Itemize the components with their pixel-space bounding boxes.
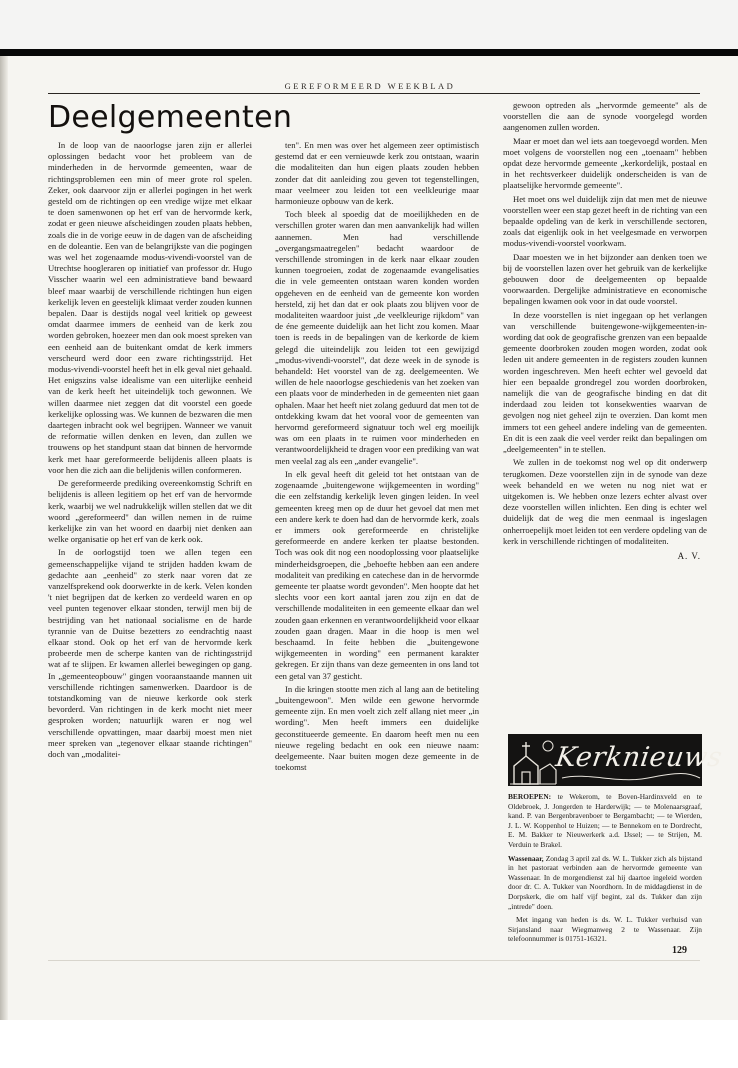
article-column-1 <box>48 140 252 762</box>
scan-edge-band <box>0 49 738 56</box>
news-lead: BEROEPEN: <box>508 792 552 801</box>
kerknieuws-title: Kerknieuws <box>553 742 725 773</box>
paragraph: Toch bleek al spoedig dat de moeilijkheden en de verschillen groter waren dan men aanvankelijk had willen aannemen. Men had verschillende „overgangsmaatregelen" bedacht waardoor de verschillende stromingen in de kerk naar elkaar zouden kunnen toegroeien, zodat de zogenaamde evangelisaties die in vele gemeenten ontstaan waren konden worden opgeheven en de eenheid van de gemeente kon worden hersteld, zij het dan dat er ook plaats zou blijven voor de modaliteiten waardoor juist „de veelkleurige rijkdom" van de éne gemeente duidelijk aan het licht zou komen. Maar toen is reeds in de bepalingen van de kerkorde de kiem gelegd die uiteindelijk zou leiden tot een gewijzigd „modus-vivendi-voorstel", dat deze week in de synode is behandeld: Het voorstel van de zg. deelgemeenten. We willen de hele naoorlogse geschiedenis van het zoeken van een plaats voor de minderheden in de gemeenten niet gaan ophalen. Maar het heeft niet zolang geduurd dat men tot de ontdekking kwam dat het vooral voor de gemeenten van hervormd gereformeerd signatuur toch wel erg moeilijk was om een plaats in te ruimen voor minderheden en verantwoordelijkheid te dragen voor een prediking van wat men veelal zag als een „ander evangelie". <box>275 209 479 466</box>
kerknieuws-banner <box>508 734 725 786</box>
footer-rule <box>48 960 700 961</box>
header-rule <box>48 93 700 94</box>
scan-margin-bottom <box>0 1020 738 1068</box>
kerknieuws-section <box>508 792 702 944</box>
paragraph: In deze voorstellen is niet ingegaan op het verlangen van verschillende buitengewone-wijkgemeenten-in-wording dat ook de geografische grenzen van een bepaalde gemeente doorbroken zouden mogen worden, zodat ook leden uit andere gemeenten in de registers zouden kunnen worden ingeschreven. Men heeft echter wel gevoeld dat hier een bepaalde grondregel zou worden doorbroken, namelijk die van de geografische binding en dat dit inderdaad zou leiden tot konsekwenties waarvan de gevolgen nog niet geheel zijn te overzien. Dan komt men immers tot een geheel andere indeling van de gemeenten. En dit is een zaak die veel verder reikt dan bepalingen om „deelgemeenten" in te stellen. <box>503 309 707 455</box>
paragraph: Het moet ons wel duidelijk zijn dat men met de nieuwe voorstellen weer een stap gezet heeft in de richting van een bepaalde opdeling van de kerk in verschillende sectoren, zoals dat eigenlijk ook in het veelgesmade en verworpen modus-vivendi-voorstel voorkwam. <box>503 193 707 249</box>
news-text: te Wekerom, te Boven-Hardinxveld en te Oldebroek, J. Jongerden te Harderwijk; — te Molenaarsgraaf, kand. P. van Bergenbravenboer te Bergambacht; — te Wierden, J. L. W. Koppenhol te Huizen; — te Bennekom en te Dordrecht, E. M. Bakker te Nieuwerkerk a.d. IJssel; — te Strijen, M. Verduin te Brakel. <box>508 792 702 849</box>
news-text: Zondag 3 april zal ds. W. L. Tukker zich als bijstand in het pastoraat verbinden aan de hervormde gemeente van Wassenaar. In de morgendienst zal hij daartoe ingeleid worden door dr. C. A. Tukker van Noordhorn. In de middagdienst in de Dorpskerk, die om half vijf begint, zal ds. Tukker dan zijn „intrede" doen. <box>508 853 702 911</box>
article-column-3 <box>503 100 707 561</box>
article-title: Deelgemeenten <box>48 100 293 135</box>
banner-flourish <box>558 772 704 784</box>
paragraph: In de loop van de naoorlogse jaren zijn er allerlei oplossingen bedacht voor het probleem van de minderheden in de hervormde gemeenten, waar de richtingsproblemen een min of meer grote rol spelen. Zeker, ook daarvoor zijn er allerlei pogingen in het werk gesteld om de richtingen op een vredige wijze met elkaar te doen samenwonen op het erf van de hervormde kerk, zodat er geen nieuwe afscheidingen zouden plaats hebben, zoals die in de vorige eeuw in de dagen van de afscheiding en de doleantie. Een van de belangrijkste van die pogingen was wel het zogenaamde modus-vivendi-voorstel van de Utrechtse hoogleraren op initiatief van professor dr. Hugo Visscher waarin wel een administratieve band bewaard bleef maar waarbij de verschillende richtingen hun eigen kerkelijk leven en geestelijk klimaat verder zouden kunnen bepalen. Daar is destijds nogal veel kritiek op geweest omdat daarmee immers de eenheid van de kerk zou worden gebroken, hoezeer men dan ook moest spreken van een eenheid aan de buitenkant omdat de kerk immers verscheurd werd door een zware richtingsstrijd. Het modus-vivendi-voorstel heeft het in elk geval niet gehaald. Het enigszins valse idealisme van een uiterlijke eenheid van de kerk heeft het uiteindelijk toch gewonnen. We willen daarmee niet zeggen dat dit voorstel een goede kerkelijke oplossing was. We kunnen de bezwaren die men daartegen inbracht ook wel begrijpen. Wanneer we vanuit de reformatie willen denken en leven, dan zullen we trouwens op het standpunt staan dat binnen de hervormde kerk met haar gereformeerde belijdenis alleen plaats is voor hen die zich aan die belijdenis willen conformeren. <box>48 140 252 475</box>
page-number: 129 <box>672 945 687 956</box>
paragraph: In elk geval heeft dit geleid tot het ontstaan van de zogenaamde „buitengewone wijkgemeenten in wording" die een zelfstandig kerkelijk leven gingen leiden. In veel gemeenten kreeg men op de duur het gevoel dat men met een andere kerk te doen had dan de hervormde kerk, zoals er immers ook gereformeerde en christelijke gereformeerde en andere kerken ter plaatse bestonden. Toch was ook dit nog een noodoplossing voor plaatselijke minderheidsgroepen, die „behoefte hebben aan een andere modaliteit van prediking en catechese dan in de hervormde gemeente ter plaatse wordt gevonden". Men hoopte dat het slechts voor een kort aantal jaren zou zijn en dat de verschillende modaliteiten in een gemeente elkaar dan wel zouden gaan erkennen en verantwoordelijkheid voor elkaar zouden gaan dragen. Maar in die hoop is men wel beschaamd. In feite hebben die „buitengewone wijkgemeenten in wording" een permanent karakter gekregen. Er zijn thans van deze gemeenten in ons land tot een getal van 37 gesticht. <box>275 468 479 681</box>
paragraph: We zullen in de toekomst nog wel op dit onderwerp terugkomen. Deze voorstellen zijn in de synode van deze week behandeld en we weten nu nog niet wat er uitgekomen is. We hebben onze lezers echter alvast over deze voorstellen willen inlichten. Een ding is echter wel duidelijk dat de weg die men eenmaal is ingeslagen onherroepelijk moet leiden tot een verdere opdeling van de kerk in verschillende richtingen of modaliteiten. <box>503 457 707 546</box>
news-item-beroepen <box>508 792 702 850</box>
paragraph: Maar er moet dan wel iets aan toegevoegd worden. Men moet volgens de voorstellen nog een „toenaam" hebben opdat deze hervormde gemeente „kerkordelijk, postaal en in het rechtsverkeer duidelijk onderscheiden is van de plaatselijke hervormde gemeente". <box>503 135 707 191</box>
paragraph: Daar moesten we in het bijzonder aan denken toen we bij de voorstellen lazen over het gebruik van de kerkelijke gebouwen door de deelgemeenten op bepaalde voorwaarden. Dergelijke administratieve en economische bepalingen kwamen ook voor in dat oude voorstel. <box>503 251 707 307</box>
paragraph: gewoon optreden als „hervormde gemeente" als de voorstellen die aan de synode voorgelegd worden aangenomen zullen worden. <box>503 100 707 133</box>
paragraph: ten". En men was over het algemeen zeer optimistisch gestemd dat er een vernieuwde kerk zou ontstaan, waarin die modaliteiten dan hun eigen plaats zouden hebben zonder dat dit aanleiding zou geven tot tegenstellingen, maar veelmeer zou leiden tot een veelkleurige maar harmonieuze opbouw van de kerk. <box>275 140 479 207</box>
page-binding-shadow <box>0 56 8 1020</box>
news-item-wassenaar <box>508 854 702 912</box>
running-head: GEREFORMEERD WEEKBLAD <box>284 81 456 91</box>
news-lead: Wassenaar, <box>508 853 544 863</box>
article-column-2 <box>275 140 479 775</box>
author-signature: A. V. <box>677 550 701 561</box>
scan-margin-top <box>0 0 738 49</box>
paragraph: In de oorlogstijd toen we allen tegen een gemeenschappelijke vijand te strijden hadden kwam de gedachte aan „eenheid" zo sterk naar voren dat ze vanzelfsprekend ook doorwerkte in de kerk. Velen konden 't niet begrijpen dat de kerken zo verdeeld waren en op veel punten tegenover elkaar stonden, terwijl men bij de bestrijding van het nationaal socialisme en de harde tyrannie van de Duitse bezetters zo eendrachtig naast elkaar stond. Ook op het erf van de hervormde kerk probeerde men de scherpe kanten van de richtingsstrijd wat af te slijpen. Er kwamen allerlei bewegingen op gang. In „gemeenteopbouw" gingen vooraanstaande mannen uit verschillende richtingen samenwerken. Daardoor is de totstandkoming van de nieuwe kerkorde ook sterk bevorderd. Van richtingen in de kerk mocht niet meer gesproken worden; natuurlijk waren er nog wel verschillende opvattingen, maar daarbij moest men niet meer spreken van „tegenover elkaar staande richtingen" doch van „modalitei- <box>48 547 252 759</box>
paragraph: De gereformeerde prediking overeenkomstig Schrift en belijdenis is alleen legitiem op het erf van de hervormde kerk, waarbij we wel nadrukkelijk willen stellen dat we dit woord „gereformeerd" dan willen nemen in de ruime kerkelijke zin van het woord en daarbij niet denken aan welke organisatie op het erf van de kerk ook. <box>48 478 252 545</box>
church-icon <box>508 734 558 786</box>
news-item-adres: Met ingang van heden is ds. W. L. Tukker verhuisd van Sirjansland naar Wiegmanweg 2 te Wassenaar. Zijn telefoonnummer is 01751-16321. <box>508 915 702 944</box>
paragraph: In die kringen stootte men zich al lang aan de betiteling „buitengewoon". Men wilde een gewone hervormde gemeente zijn. En men voelt zich zelf allang niet meer „in wording". Men heeft immers een duidelijke geconstitueerde gemeente. En daarom heeft men nu een nieuwe regeling bedacht en ook een nieuwe naam: deelgemeente. Naar buiten mogen deze gemeente in de toekomst <box>275 683 479 773</box>
